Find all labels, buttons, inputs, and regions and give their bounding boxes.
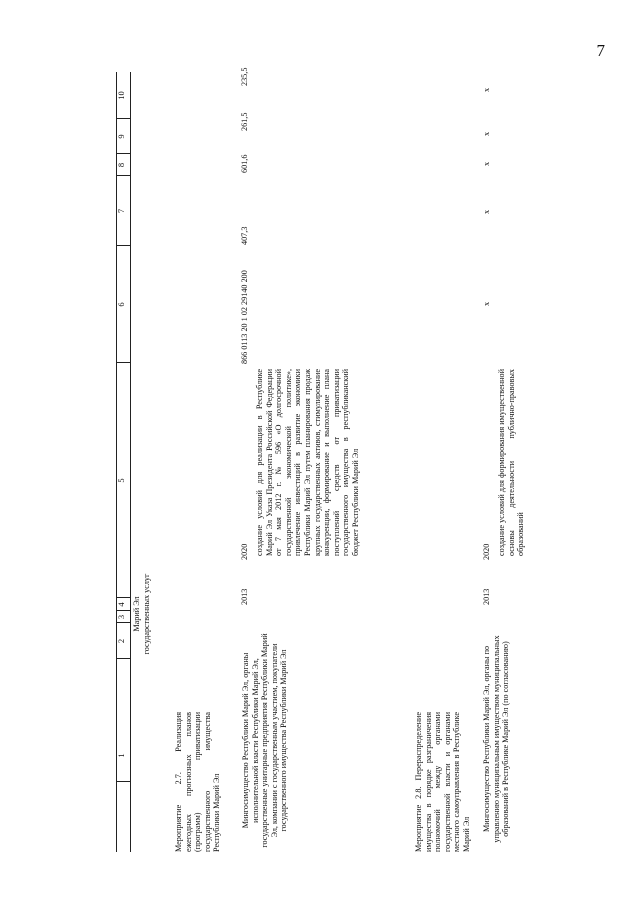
- col-header-1: 1: [116, 753, 126, 758]
- col-header-4: 4: [116, 602, 126, 607]
- row1-start: 2013: [240, 588, 249, 605]
- row2-value-8: х: [482, 161, 491, 166]
- col-header-3: 3: [116, 614, 126, 620]
- row2-value-10: х: [482, 87, 491, 92]
- col-header-5: 5: [116, 478, 126, 483]
- row2-kbk: х: [482, 301, 491, 306]
- row1-end: 2020: [240, 543, 249, 560]
- row2-measure: Мероприятие 2.8. Перераспределение имущества в порядке разграничения полномочий между органами государственной власти и органами местного самоуправления в Республике Марий Эл: [414, 712, 471, 852]
- row1-measure: Мероприятие 2.7. Реализация ежегодных прогнозных планов (программ) приватизации государственного имущества Республики Марий Эл: [174, 712, 222, 852]
- col-header-10: 10: [116, 91, 126, 100]
- rotated-table: [116, 67, 628, 852]
- row1-value-7: 407,3: [240, 226, 249, 245]
- col-header-8: 8: [116, 162, 126, 168]
- header-bottom-line: [130, 72, 131, 852]
- row2-executor: Мингосимущество Республики Марий Эл, органы по управлению муниципальным имуществом муниципальных образований в Республике Марий Эл (по согласованию): [482, 635, 511, 843]
- continuation-col2: Марий Эл государственных услуг: [132, 573, 151, 655]
- col-header-6: 6: [116, 302, 126, 307]
- row1-executor: Мингосимущество Республики Марий Эл, органы исполнительной власти Республики Марий Эл, государственные унитарные предприятия Республики Марий Эл, компании с государственным участием, покупатели государственного имущества Республики Марий Эл: [241, 633, 289, 848]
- row1-value-10: 235,5: [240, 67, 249, 86]
- col-header-9: 9: [116, 134, 126, 139]
- col-header-7: 7: [116, 208, 126, 214]
- row2-end: 2020: [482, 543, 491, 560]
- row2-result: создание условий для формирования имущественной основы деятельности публично-правовых образований: [497, 369, 526, 556]
- row1-kbk: 866 0113 20 1 02 29140 200: [240, 270, 249, 364]
- row1-result: создание условий для реализации в Республике Марий Эл Указа Президента Российской Федерации от 7 мая 2012 г. № 596 «О долгосрочной государственной экономической политике», привлечение инвестиций в развитие экономики Республики Марий Эл путем планирования продаж крупных государственных активов, стимулирование конкуренции, формирование и выполнение плана поступлений средств от приватизации государственного имущества в республиканский бюджет Республики Марий Эл: [255, 369, 360, 556]
- row2-value-7: х: [482, 209, 491, 214]
- row2-value-9: х: [482, 131, 491, 136]
- row1-value-8: 601,6: [240, 154, 249, 173]
- row1-value-9: 261,5: [240, 112, 249, 131]
- page-number: 7: [596, 41, 605, 60]
- col-header-2: 2: [116, 638, 126, 644]
- row2-start: 2013: [482, 588, 491, 605]
